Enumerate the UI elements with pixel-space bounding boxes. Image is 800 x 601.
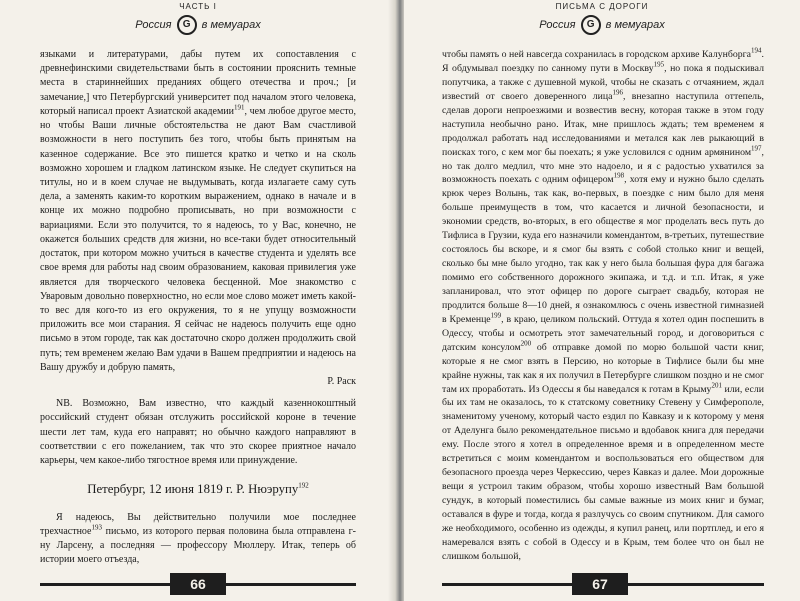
- paragraph: NB. Возможно, Вам известно, что каждый казеннокоштный российский студент обязан отслужить российской короне в течение шести лет там, куда его направят; но обычно каждого направляют в соответствии с его пожеланием, так что это скорее приятное начало карьеры, чем какое-либо тягостное время или принуждение.: [40, 398, 356, 467]
- page-number: 67: [572, 573, 628, 595]
- logo-mark-icon: G: [177, 15, 197, 35]
- left-page-footer: [0, 573, 396, 595]
- series-logo: [404, 15, 800, 35]
- letter-dateline: Петербург, 12 июня 1819 г. Р. Нюэрупу$^{192}$: [87, 482, 309, 497]
- left-page: [0, 0, 396, 601]
- logo-text-pre: Россия: [135, 18, 172, 31]
- left-body-text: [40, 48, 356, 567]
- paragraph: Я надеюсь, Вы действительно получили мое последнее трехчастное$^{193}$ письмо, из которого первая половина была отправлена г-ну Ларсену, а последняя — профессору Мюллеру. Итак, теперь об истории моего отъезда,: [40, 511, 356, 566]
- right-body-text: [442, 48, 764, 564]
- footnote-ref: 200: [520, 339, 532, 348]
- logo-text-post: в мемуарах: [605, 18, 665, 31]
- logo-text-post: в мемуарах: [201, 18, 261, 31]
- series-logo: [0, 15, 396, 35]
- right-page-footer: [404, 573, 800, 595]
- right-running-header: [404, 2, 800, 35]
- footnote-ref: 197: [751, 144, 762, 153]
- footnote-ref: 193: [91, 523, 102, 532]
- footnote-ref: 201: [711, 381, 722, 390]
- logo-text-pre: Россия: [539, 18, 576, 31]
- footnote-ref: 195: [653, 60, 665, 69]
- footnote-ref: 191: [234, 103, 245, 112]
- footnote-ref: 192: [298, 482, 309, 491]
- footnote-ref: 198: [613, 172, 625, 181]
- page-number: 66: [170, 573, 226, 595]
- footnote-ref: 194: [751, 46, 762, 55]
- chapter-label: ПИСЬМА С ДОРОГИ: [555, 2, 649, 11]
- signature: Р. Раск: [327, 376, 356, 388]
- paragraph: языками и литературами, дабы путем их сопоставления с древнефинскими свидетельствами быть в состоянии прояснить темные места в стариннейших преданиях общего отечества и проч.; [и замечание,] что Петербургский университет под началом этого человека, который написал проект Азиатской академии$^{191}$, чем любое другое место, но чтобы Ваши личные обстоятельства не дают Вам счастливой возможности в него поступить без того, чтобы быть принятым на казенное содержание. Все это пишется кратко и четко и на сколь возможно хорошем и гладком латинском языке. Не следует скупиться на титулы, но и в коем случае не выдумывать, когда излагаете саму суть дела, а заменять каким-то коротким выражением, однако в начале и в конце их можно подробно прописывать, но при возможности с вариациями. Если это получится, то я надеюсь, то у Вас, конечно, не окажется больших средств для жизни, но все-таки будет относительный достаток, при котором можно учиться в качестве студента и уделять все свое время для работы над своим образованием, каковая привилегия уже является для творческого человека бесценной. Мое знакомство с Уваровым довольно поверхностно, но если мое слово может иметь какой-то вес для кого-то из его окружения, то я не упущу возможности приложить все мои старания. Я сейчас не надеюсь получить еще одно письмо в этом городе, так как достаточно скоро должен продолжить свой путь; тем временем желаю Вам удачи в Вашем предприятии и надеюсь на Вашу дружбу и добрую память,: [40, 49, 357, 373]
- footnote-ref: 196: [612, 88, 623, 97]
- footnote-ref: 199: [490, 311, 502, 320]
- part-label: ЧАСТЬ I: [179, 2, 217, 11]
- right-page: [404, 0, 800, 601]
- paragraph: чтобы память о ней навсегда сохранилась в городском архиве Калунборга$^{194}$. Я обдумывал поездку по санному пути в Москву$^{195}$, но пока я подыскивал попутчика, а также с душевной мукой, чтобы не сказать с отчаянием, ждал известий от своего доверенного лица$^{196}$, внезапно наступила оттепель, сделав дороги непроезжими и возвестив весну, которая также в этом году наступила необычно рано. Итак, мне пришлось ждать; тем временем я продолжал работать над исследованиями и метался как лев рыкающий в поисках того, с кем мог бы поехать; я уже условился с одним армянином$^{197}$, но так долго медлил, что мне это надоело, и я с радостью ухватился за возможность поехать с одним офицером$^{198}$, хотя ему и нужно было сделать крюк через Волынь, так как, во-первых, в поездке с ним было для меня больше преимуществ в том, что касается и личной безопасности, и экономии средств, во-вторых, в его обществе я мог проделать весь путь до Тифлиса в Грузии, куда его назначили комендантом, в-третьих, путешествие состоялось бы вскоре, и я смог бы взять с собой столько книг и вещей, сколько бы мне было угодно, так как у него была большая фура для багажа помимо его собственного дорожного экипажа, и т.д. и т.п. Итак, я уже запланировал, что этот офицер по дороге сыграет свадьбу, которая не продлится больше 8—10 дней, я ознакомлюсь с очень известной гимназией в Кременце$^{199}$, в краю, целиком польский. Оттуда я хотел один поспешить в Одессу, чтобы и осмотреть этот замечательный город, и договориться с датским консулом$^{200}$ об отправке домой по морю большой части книг, которые я не смог взять в Персию, но которые в Тифлисе были бы мне крайне нужны, так как я их получил в Петербурге слишком поздно и не смог там их проработать. Из Одессы я бы наведался к готам в Крыму$^{201}$ или, если бы их там не оказалось, то к статскому советнику Стевену у Симферополе, знаменитому ученому, который часто ездил по Кавказу и к которому у меня от Аделунга было рекомендательное письмо и вдобавок книга для передачи ему. После этого я хотел в определенное время и в определенном месте встретиться с моим комендантом и воспользоваться его обществом для безопасного проезда через Черкессию, через Кавказ и далее. Мои дорожные вещи я устроил таким образом, чтобы хорошо известный Вам большой сундук, в который поместились бы самые важные из моих книг и бумаг, оставался в фуре и тогда, когда я разлучусь со своим спутником. Для самого же необходимого, особенно из одежды, я купил ранец, или портплед, и его я намеревался взять с собой в Одессу и в Крым, тем более что он был не слишком большой,: [442, 46, 764, 562]
- logo-mark-icon: G: [581, 15, 601, 35]
- left-running-header: [0, 2, 396, 35]
